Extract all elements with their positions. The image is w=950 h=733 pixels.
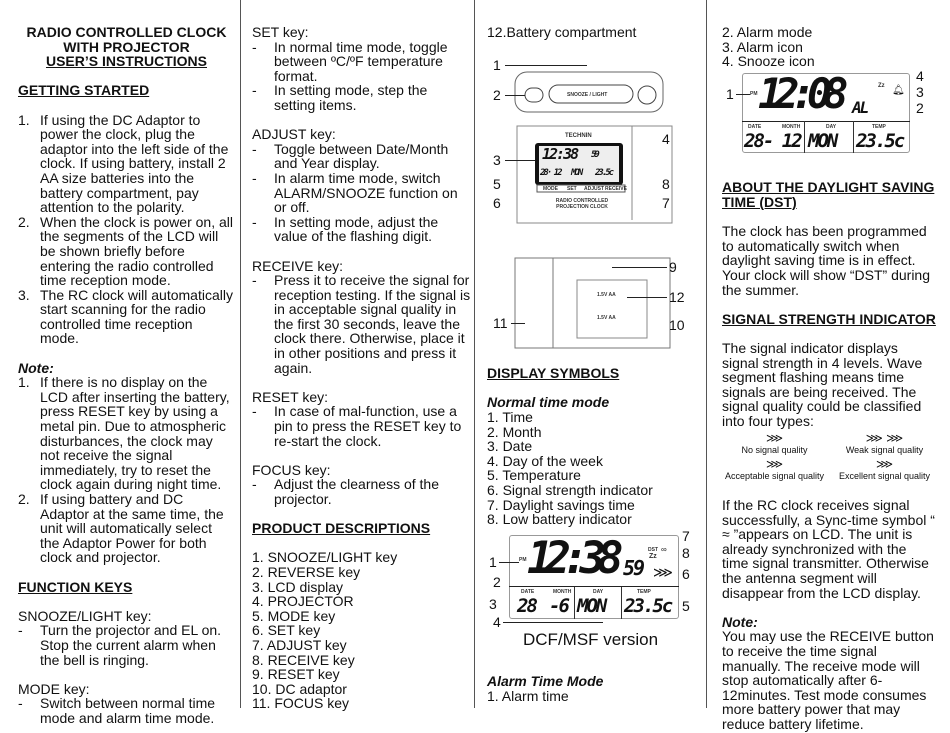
lcd-divider <box>742 121 910 122</box>
list-item: 1. Alarm time <box>487 687 569 704</box>
list-item <box>252 215 472 244</box>
section-heading: FUNCTION KEYS <box>18 578 133 595</box>
callout-line <box>505 160 535 161</box>
list-item: 9. RESET key <box>252 666 340 683</box>
callout-9: 9 <box>669 258 677 275</box>
signal-label: Weak signal quality <box>845 445 924 456</box>
callout-6: 6 <box>682 565 690 582</box>
list-marker: - <box>252 272 257 289</box>
column-divider <box>474 0 475 708</box>
column-divider <box>240 0 241 708</box>
callout-10: 10 <box>669 316 685 333</box>
document-subtitle: USER’S INSTRUCTIONS <box>45 53 207 70</box>
callout-8: 8 <box>662 175 670 192</box>
battery-label: 1.5V AA <box>597 291 616 298</box>
document-title: WITH PROJECTOR <box>63 38 190 55</box>
list-item-text: If there is no display on the LCD after inserting the battery, press RESET key by using a metal pin. Due to atmospheric disturbances, the clock may not receive the signal immediately, try to reset the clock again during night time. <box>40 374 230 493</box>
lcd-divider <box>621 587 622 619</box>
subheading: Note: <box>722 613 758 630</box>
set-key[interactable]: SET <box>567 185 577 192</box>
list-marker: - <box>18 695 23 712</box>
list-marker: 3. <box>18 286 30 303</box>
list-item <box>18 288 235 346</box>
snooze-indicator: Zz <box>649 552 657 560</box>
date-label: DATE <box>748 123 762 130</box>
dash-list <box>18 696 235 725</box>
day-label: DAY <box>826 123 837 130</box>
date-label: DATE <box>521 588 535 595</box>
day-label: DAY <box>593 588 604 595</box>
acceptable-signal-quality <box>722 458 827 481</box>
callout-4: 4 <box>916 67 924 84</box>
signal-label: No signal quality <box>741 445 808 456</box>
date-digits: 28 <box>517 594 536 617</box>
list-item <box>252 40 472 84</box>
callout-7: 7 <box>662 194 670 211</box>
list-item: 8. Low battery indicator <box>487 511 632 528</box>
temperature-digits: 23.5c <box>856 129 904 152</box>
callout-line <box>627 297 667 298</box>
callout-12: 12 <box>669 288 685 305</box>
lcd-date: 28· 12 <box>540 167 561 178</box>
list-item <box>18 623 235 667</box>
signal-label: Excellent signal quality <box>838 471 931 482</box>
receive-key[interactable]: RECEIVE <box>605 185 627 192</box>
dash-list <box>252 40 472 113</box>
section-heading: SIGNAL STRENGTH INDICATOR <box>722 310 936 327</box>
temp-label: TEMP <box>872 123 886 130</box>
callout-8: 8 <box>682 544 690 561</box>
lcd-divider <box>804 121 805 153</box>
list-item: 1. SNOOZE/LIGHT key <box>252 549 398 566</box>
list-item <box>252 83 472 112</box>
list-item: 2. REVERSE key <box>252 563 361 580</box>
subheading: Alarm Time Mode <box>487 673 604 690</box>
column-2 <box>252 25 472 711</box>
antenna-icon: ⋙ <box>765 457 784 472</box>
paragraph: FOCUS key: <box>252 461 331 478</box>
list-item <box>252 142 472 171</box>
list-marker: - <box>252 213 257 230</box>
list-item: 6. Signal strength indicator <box>487 481 653 498</box>
list-item <box>252 273 472 375</box>
list-marker: 2. <box>18 213 30 230</box>
callout-line <box>505 95 525 96</box>
lcd-divider <box>574 587 575 619</box>
section-heading: ABOUT THE DAYLIGHT SAVING TIME (DST) <box>722 179 935 210</box>
dst-indicator: DST <box>648 546 658 553</box>
month-label: MONTH <box>782 123 801 130</box>
dash-list <box>252 477 472 506</box>
paragraph: ADJUST key: <box>252 126 336 143</box>
list-item-text: In case of mal-function, use a pin to press the RESET key to re-start the clock. <box>274 403 462 449</box>
plain-list <box>487 410 703 527</box>
list-item-text: If using battery and DC Adaptor at the same time, the unit will automatically select the Adaptor Power for both clock and projector. <box>40 491 224 566</box>
paragraph: RESET key: <box>252 388 328 405</box>
figure-caption: DCF/MSF version <box>523 629 659 649</box>
time-digits: 12:38 <box>527 532 615 584</box>
snooze-icon: Zz <box>878 82 885 89</box>
list-marker: - <box>252 38 257 55</box>
callout-6: 6 <box>493 194 501 211</box>
callout-line <box>503 622 603 623</box>
list-item-text: In setting mode, adjust the value of the flashing digit. <box>274 213 439 245</box>
pm-indicator: PM <box>750 90 758 97</box>
numbered-list <box>18 375 235 565</box>
paragraph: You may use the RECEIVE button to receive the time signal manually. The receive mode will stop automatically after 6-12minutes. Test mode consumes more battery power that may reduce battery lifetime. <box>722 628 934 732</box>
alarm-time-digits: 12:08 <box>758 68 840 118</box>
list-item <box>252 477 472 506</box>
dash-list <box>18 623 235 667</box>
list-item: 4. Day of the week <box>487 452 603 469</box>
list-item: 2. Alarm mode <box>722 24 813 40</box>
device-diagram <box>487 40 703 352</box>
callout-1: 1 <box>726 85 734 102</box>
column-divider <box>706 0 707 708</box>
list-item-text: Press it to receive the signal for reception testing. If the signal is in acceptable signal quality in the first 30 seconds, leave the clock there. Otherwise, place it in other positions and press it again. <box>274 272 471 376</box>
callout-line <box>736 94 750 95</box>
signal-quality-diagram <box>722 428 936 483</box>
signal-label: Acceptable signal quality <box>724 471 825 482</box>
list-item: 7. Daylight savings time <box>487 496 635 513</box>
callout-3: 3 <box>489 595 497 612</box>
lcd-time: 12:38 <box>542 144 578 163</box>
list-marker: - <box>252 140 257 157</box>
month-digits: -6 <box>549 594 568 617</box>
list-item: 10. DC adaptor <box>252 680 347 697</box>
plain-list <box>487 689 703 704</box>
list-marker: - <box>252 169 257 186</box>
list-item: 5. Temperature <box>487 467 581 484</box>
callout-5: 5 <box>493 175 501 192</box>
mode-key[interactable]: MODE <box>543 185 558 192</box>
callout-line <box>499 562 519 563</box>
list-item-text: When the clock is power on, all the segments of the LCD will be shown briefly before entering the radio controlled time reception mode. <box>40 213 233 289</box>
paragraph: MODE key: <box>18 680 90 697</box>
list-item: 3. LCD display <box>252 578 344 595</box>
list-marker: - <box>18 622 23 639</box>
device-drawing <box>487 40 703 352</box>
plain-list <box>252 550 472 711</box>
numbered-list <box>18 113 235 347</box>
low-battery-icon: ∞ <box>661 544 667 554</box>
list-item <box>252 171 472 215</box>
list-item <box>252 404 472 448</box>
month-label: MONTH <box>553 588 572 595</box>
lcd-temp: 23.5c <box>595 167 613 178</box>
normal-mode-lcd-diagram <box>487 527 703 660</box>
list-item: 1. Time <box>487 408 533 425</box>
section-heading: PRODUCT DESCRIPTIONS <box>252 520 431 537</box>
list-item: 7. ADJUST key <box>252 636 347 653</box>
date-month-digits: 28- 12 <box>744 129 801 152</box>
lcd-divider <box>853 121 854 153</box>
callout-1: 1 <box>489 553 497 570</box>
brand-logo: TECHNIN <box>565 132 592 139</box>
list-item: 3. Date <box>487 438 533 455</box>
column-1 <box>18 25 235 726</box>
list-item: 5. MODE key <box>252 607 336 624</box>
list-item <box>18 113 235 215</box>
pm-indicator: PM <box>519 556 527 563</box>
alarm-mode-lcd-diagram <box>722 69 936 166</box>
day-of-week: MON <box>577 594 606 617</box>
list-marker: - <box>252 82 257 99</box>
paragraph: If the RC clock receives signal successfully, a Sync-time symbol “ ≈ ”appears on LCD. The unit is already synchronized with the time signal transmitter. Otherwise the antenna segment will disappear from the LCD display. <box>722 497 935 601</box>
callout-7: 7 <box>682 527 690 544</box>
section-heading: DISPLAY SYMBOLS <box>487 365 620 382</box>
lcd-divider <box>509 586 679 587</box>
list-item: 4. PROJECTOR <box>252 593 354 610</box>
paragraph: RECEIVE key: <box>252 257 344 274</box>
callout-1: 1 <box>493 56 501 73</box>
list-item-text: In setting mode, step the setting items. <box>274 82 428 113</box>
antenna-icon: ⋙ ⋙ <box>865 431 904 446</box>
adjust-key[interactable]: ADJUST <box>584 185 605 192</box>
plain-list <box>722 25 936 69</box>
lcd-seconds: 59 <box>591 149 598 160</box>
list-marker: 1. <box>18 111 30 128</box>
subheading: Note: <box>18 359 54 376</box>
callout-line <box>612 267 667 268</box>
list-item-text: Toggle between Date/Month and Year display. <box>274 140 449 172</box>
document-title: RADIO CONTROLLED CLOCK <box>26 24 227 40</box>
list-item: 11. FOCUS key <box>252 695 349 712</box>
list-item-text: Switch between normal time mode and alarm time mode. <box>40 695 216 726</box>
weak-signal-quality <box>832 432 937 455</box>
battery-label: 1.5V AA <box>597 314 616 321</box>
column-3 <box>487 25 703 704</box>
list-item-text: In normal time mode, toggle between ºC/ºF temperature format. <box>274 38 448 84</box>
list-item-text: The RC clock will automatically start scanning for the radio controlled time reception mode. <box>40 286 233 347</box>
model-label: RADIO CONTROLLED PROJECTION CLOCK <box>555 197 609 210</box>
paragraph: 12.Battery compartment <box>487 24 637 40</box>
paragraph: SET key: <box>252 24 309 40</box>
list-item-text: If using the DC Adaptor to power the clock, plug the adaptor into the left side of the clock. If using battery, install 2 AA size batteries into the battery compartment, pay attention to the polarity. <box>40 111 229 216</box>
paragraph: The signal indicator displays signal strength in 4 levels. Wave segment flashing means time signals are being received. The signal quality could be classified into four types: <box>722 339 923 429</box>
list-item: 4. Snooze icon <box>722 53 815 70</box>
no-signal-quality <box>722 432 827 455</box>
section-heading: GETTING STARTED <box>18 82 150 99</box>
antenna-icon: ⋙ <box>765 431 784 446</box>
callout-2: 2 <box>493 573 501 590</box>
list-item: 2. Month <box>487 423 542 440</box>
callout-2: 2 <box>493 86 501 103</box>
signal-strength-icon: ⋙ <box>653 563 673 580</box>
alarm-mode-indicator: AL <box>852 97 868 117</box>
temperature-digits: 23.5c <box>624 594 672 617</box>
callout-4: 4 <box>493 613 501 630</box>
list-item: 3. Alarm icon <box>722 38 803 55</box>
list-marker: - <box>252 476 257 493</box>
day-of-week: MON <box>808 129 837 152</box>
paragraph: The clock has been programmed to automatically switch when daylight saving time is in effect. Your clock will show “DST” during the summer. <box>722 223 930 298</box>
seconds-digits: 59 <box>623 555 644 580</box>
list-marker: 2. <box>18 491 30 507</box>
list-marker: - <box>252 403 257 420</box>
callout-3: 3 <box>916 83 924 100</box>
lcd-day: MON <box>571 167 582 178</box>
callout-5: 5 <box>682 597 690 614</box>
snooze-light-label: SNOOZE / LIGHT <box>567 91 608 98</box>
dash-list <box>252 142 472 244</box>
list-item: 8. RECEIVE key <box>252 651 355 668</box>
list-item <box>18 215 235 288</box>
column-4 <box>722 25 936 732</box>
paragraph: SNOOZE/LIGHT key: <box>18 607 152 624</box>
callout-2: 2 <box>916 99 924 116</box>
alarm-bell-icon: 🔔︎ <box>892 84 905 96</box>
antenna-icon: ⋙ <box>875 457 894 472</box>
list-item <box>18 375 235 492</box>
subheading: Normal time mode <box>487 394 610 411</box>
list-item-text: Adjust the clearness of the projector. <box>274 476 439 507</box>
callout-3: 3 <box>493 151 501 168</box>
list-item <box>18 696 235 725</box>
callout-line <box>505 65 587 66</box>
temp-label: TEMP <box>637 588 651 595</box>
list-item <box>18 492 235 565</box>
list-item-text: In alarm time mode, switch ALARM/SNOOZE function on or off. <box>274 169 458 216</box>
list-marker: 1. <box>18 374 30 391</box>
callout-line <box>511 323 525 324</box>
excellent-signal-quality <box>832 458 937 481</box>
callout-4: 4 <box>662 130 670 147</box>
dash-list <box>252 273 472 375</box>
callout-11: 11 <box>493 314 508 331</box>
dash-list <box>252 404 472 448</box>
list-item-text: Turn the projector and EL on. Stop the current alarm when the bell is ringing. <box>40 622 222 668</box>
list-item: 6. SET key <box>252 622 321 639</box>
